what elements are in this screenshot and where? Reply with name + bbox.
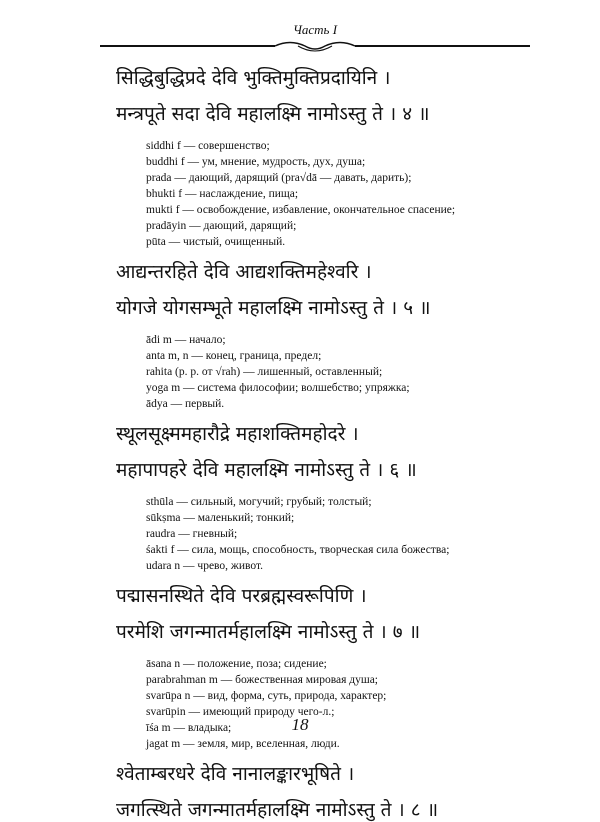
gloss-entry: parabrahman m — божественная мировая душа; bbox=[146, 674, 378, 686]
sanskrit-line: योगजे योगसम्भूते महालक्ष्मि नामोऽस्तु ते । ५ ॥ bbox=[116, 297, 431, 319]
verse-block-8 bbox=[116, 762, 546, 822]
gloss-entry: raudra — гневный; bbox=[146, 528, 238, 540]
gloss-entry: sūkṣma — маленький; тонкий; bbox=[146, 512, 295, 524]
sanskrit-line: आद्यन्तरहिते देवि आद्यशक्तिमहेश्वरि । bbox=[116, 261, 372, 283]
sanskrit-line: श्वेताम्बरधरे देवि नानालङ्कारभूषिते । bbox=[116, 763, 355, 785]
gloss-entry: āsana n — положение, поза; сидение; bbox=[146, 658, 327, 670]
gloss-entry: sthūla — сильный, могучий; грубый; толстый; bbox=[146, 496, 372, 508]
gloss-entry: bhukti f — наслаждение, пища; bbox=[146, 188, 299, 200]
sanskrit-line: स्थूलसूक्ष्ममहारौद्रे महाशक्तिमहोदरे । bbox=[116, 423, 359, 445]
gloss-entry: ādi m — начало; bbox=[146, 334, 226, 346]
verse-block-4 bbox=[116, 66, 546, 250]
sanskrit-line: जगत्स्थिते जगन्मातर्महालक्ष्मि नामोऽस्तु ते । ८ ॥ bbox=[116, 799, 439, 821]
sanskrit-line: सिद्धिबुद्धिप्रदे देवि भुक्तिमुक्तिप्रदायिनि । bbox=[116, 67, 391, 89]
running-header bbox=[100, 14, 530, 54]
gloss-entry: svarūpin — имеющий природу чего-л.; bbox=[146, 706, 335, 718]
gloss-entry: siddhi f — совершенство; bbox=[146, 140, 270, 152]
header-title: Часть I bbox=[292, 22, 338, 37]
gloss-entry: yoga m — система философии; волшебство; упряжка; bbox=[146, 382, 410, 394]
page-body bbox=[116, 62, 546, 822]
gloss-entry: udara n — чрево, живот. bbox=[146, 560, 263, 572]
gloss-entry: jagat m — земля, мир, вселенная, люди. bbox=[146, 738, 340, 750]
gloss-entry: mukti f — освобождение, избавление, окончательное спасение; bbox=[146, 204, 456, 216]
verse-block-6 bbox=[116, 422, 546, 574]
gloss-entry: ādya — первый. bbox=[146, 398, 225, 410]
gloss-entry: anta m, n — конец, граница, предел; bbox=[146, 350, 322, 362]
gloss-entry: prada — дающий, дарящий (pra√dā — давать, дарить); bbox=[146, 172, 412, 184]
gloss-entry: rahita (p. p. от √rah) — лишенный, оставленный; bbox=[146, 366, 383, 378]
gloss-entry: śakti f — сила, мощь, способность, творческая сила божества; bbox=[146, 544, 450, 556]
ornamental-rule bbox=[100, 36, 530, 56]
sanskrit-line: मन्त्रपूते सदा देवि महालक्ष्मि नामोऽस्तु ते । ४ ॥ bbox=[116, 103, 430, 125]
gloss-entry: pūta — чистый, очищенный. bbox=[146, 236, 286, 248]
gloss-entry: īśa m — владыка; bbox=[146, 722, 232, 734]
glossary bbox=[146, 332, 546, 412]
glossary bbox=[146, 138, 546, 250]
glossary bbox=[146, 656, 546, 752]
sanskrit-line: पद्मासनस्थिते देवि परब्रह्मस्वरूपिणि । bbox=[116, 585, 367, 607]
gloss-entry: buddhi f — ум, мнение, мудрость, дух, душа; bbox=[146, 156, 366, 168]
sanskrit-line: महापापहरे देवि महालक्ष्मि नामोऽस्तु ते । ६ ॥ bbox=[116, 459, 417, 481]
verse-block-5 bbox=[116, 260, 546, 412]
gloss-entry: pradāyin — дающий, дарящий; bbox=[146, 220, 297, 232]
page-number: 18 bbox=[291, 715, 309, 734]
glossary bbox=[146, 494, 546, 574]
sanskrit-line: परमेशि जगन्मातर्महालक्ष्मि नामोऽस्तु ते । ७ ॥ bbox=[116, 621, 421, 643]
gloss-entry: svarūpa n — вид, форма, суть, природа, характер; bbox=[146, 690, 387, 702]
